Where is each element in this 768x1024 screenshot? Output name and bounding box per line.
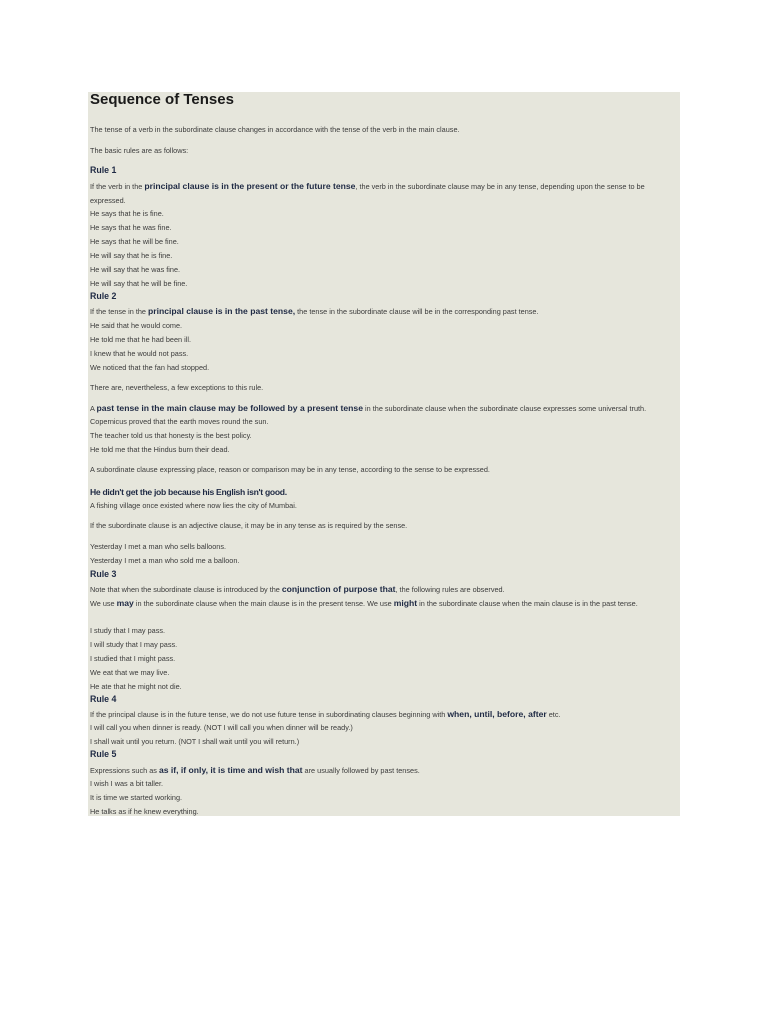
rule-1-example: He will say that he will be fine. xyxy=(90,279,188,288)
rule-4-heading: Rule 4 xyxy=(90,694,117,704)
rule-2-example: We noticed that the fan had stopped. xyxy=(90,363,210,372)
rule-5-example: It is time we started working. xyxy=(90,793,183,802)
exception-3-example: Yesterday I met a man who sold me a balloon. xyxy=(90,556,240,565)
rule-1-example: He says that he is fine. xyxy=(90,209,164,218)
exception-1-example: Copernicus proved that the earth moves round the sun. xyxy=(90,417,269,426)
exception-3-text: If the subordinate clause is an adjective clause, it may be in any tense as is required by the sense. xyxy=(90,521,408,530)
exception-1-text: A past tense in the main clause may be followed by a present tense in the subordinate clause when the subordinate clause expresses some universal truth. xyxy=(90,403,647,413)
exception-2-bold-example: He didn't get the job because his English isn't good. xyxy=(90,487,287,497)
rule-3-text: Note that when the subordinate clause is introduced by the conjunction of purpose that, the following rules are observed. xyxy=(90,584,505,594)
exception-1-example: The teacher told us that honesty is the best policy. xyxy=(90,431,252,440)
intro-text: The tense of a verb in the subordinate clause changes in accordance with the tense of the verb in the main clause. xyxy=(90,125,460,134)
rule-4-text: If the principal clause is in the future tense, we do not use future tense in subordinating clauses beginning with when, until, before, after etc. xyxy=(90,709,561,719)
rule-1-example: He says that he will be fine. xyxy=(90,237,179,246)
rule-3-example: I studied that I might pass. xyxy=(90,654,176,663)
rule-1-text: If the verb in the principal clause is in the present or the future tense, the verb in the subordinate clause may be in any tense, depending upon the sense to be expressed. xyxy=(90,181,645,205)
exception-2-example: A fishing village once existed where now lies the city of Mumbai. xyxy=(90,501,297,510)
rule-3-usage-text: We use may in the subordinate clause when the main clause is in the present tense. We use might in the subordinate clause when the main clause is in the past tense. xyxy=(90,598,638,608)
rule-1-example: He says that he was fine. xyxy=(90,223,172,232)
page-title: Sequence of Tenses xyxy=(90,91,234,108)
rule-2-example: He told me that he had been ill. xyxy=(90,335,192,344)
rule-3-example: He ate that he might not die. xyxy=(90,682,182,691)
rule-2-example: I knew that he would not pass. xyxy=(90,349,189,358)
exceptions-text: There are, nevertheless, a few exceptions to this rule. xyxy=(90,383,264,392)
rule-2-example: He said that he would come. xyxy=(90,321,183,330)
rule-1-example: He will say that he was fine. xyxy=(90,265,181,274)
rule-3-heading: Rule 3 xyxy=(90,569,117,579)
rule-1-example: He will say that he is fine. xyxy=(90,251,173,260)
rule-3-example: I study that I may pass. xyxy=(90,626,166,635)
rule-2-heading: Rule 2 xyxy=(90,291,117,301)
rule-2-text: If the tense in the principal clause is in the past tense, the tense in the subordinate clause will be in the corresponding past tense. xyxy=(90,306,539,316)
rule-1-heading: Rule 1 xyxy=(90,165,117,175)
rule-3-example: We eat that we may live. xyxy=(90,668,170,677)
rule-5-text: Expressions such as as if, if only, it is time and wish that are usually followed by past tenses. xyxy=(90,765,420,775)
rule-4-example: I will call you when dinner is ready. (NOT I will call you when dinner will be ready.) xyxy=(90,723,353,732)
rule-3-example: I will study that I may pass. xyxy=(90,640,178,649)
rule-5-example: I wish I was a bit taller. xyxy=(90,779,163,788)
rule-4-example: I shall wait until you return. (NOT I shall wait until you will return.) xyxy=(90,737,300,746)
rule-5-heading: Rule 5 xyxy=(90,749,117,759)
exception-1-example: He told me that the Hindus burn their dead. xyxy=(90,445,230,454)
exception-2-text: A subordinate clause expressing place, reason or comparison may be in any tense, according to the sense to be expressed. xyxy=(90,465,490,474)
basic-rules-text: The basic rules are as follows: xyxy=(90,146,189,155)
exception-3-example: Yesterday I met a man who sells balloons. xyxy=(90,542,227,551)
rule-5-example: He talks as if he knew everything. xyxy=(90,807,199,816)
